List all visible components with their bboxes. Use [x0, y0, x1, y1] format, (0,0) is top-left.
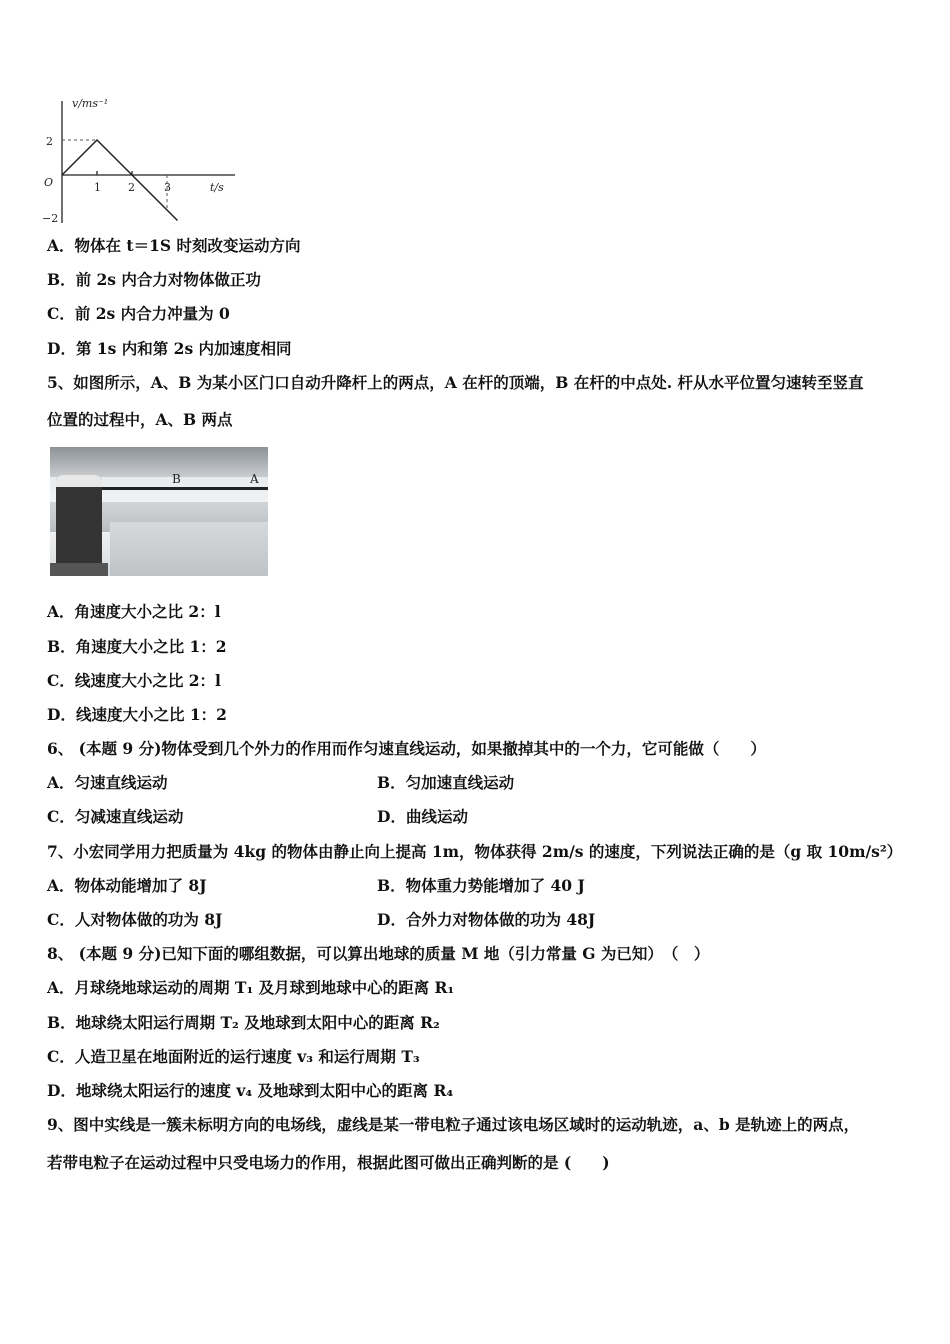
option-letter: A．: [47, 236, 75, 255]
barrier-gate-photo: [50, 447, 268, 576]
velocity-time-graph: [40, 95, 240, 230]
option-text: 曲线运动: [405, 807, 468, 826]
option-letter: B．: [377, 876, 406, 895]
option-letter: C．: [47, 1047, 75, 1066]
option-text: 线速度大小之比 1：2: [75, 705, 227, 724]
q7-option-a[interactable]: [47, 875, 207, 897]
option-letter: B．: [47, 270, 76, 289]
origin-label: O: [44, 176, 54, 189]
option-letter: C．: [47, 304, 75, 323]
q7-option-b[interactable]: [377, 875, 585, 897]
option-letter: A．: [47, 978, 75, 997]
option-letter: A．: [47, 773, 75, 792]
q5-option-d[interactable]: [47, 704, 227, 726]
option-text: 合外力对物体做的功为 48J: [405, 910, 596, 929]
option-text: 前 2s 内合力对物体做正功: [75, 270, 261, 289]
option-text: 匀加速直线运动: [405, 773, 515, 792]
gate-post: [56, 475, 102, 576]
q9-stem-line1: 9、图中实线是一簇未标明方向的电场线，虚线是某一带电粒子通过该电场区域时的运动轨迹，a、b 是轨迹上的两点，: [47, 1115, 860, 1134]
q8-option-a[interactable]: [47, 977, 454, 999]
gate-bar: [102, 487, 268, 490]
q4-option-d[interactable]: [47, 338, 292, 360]
q5-option-a[interactable]: [47, 601, 221, 623]
option-text: 物体重力势能增加了 40 J: [405, 876, 585, 895]
q6-option-a[interactable]: [47, 772, 168, 794]
q6-option-d[interactable]: [377, 806, 468, 828]
option-letter: D．: [377, 910, 406, 929]
q8-option-c[interactable]: [47, 1046, 420, 1068]
y-tick-neg2: −2: [42, 212, 59, 225]
photo-ceiling: [50, 447, 268, 477]
option-letter: C．: [47, 807, 75, 826]
option-text: 第 1s 内和第 2s 内加速度相同: [75, 339, 292, 358]
option-letter: A．: [47, 602, 75, 621]
option-text: 地球绕太阳运行的速度 v₄ 及地球到太阳中心的距离 R₄: [75, 1081, 454, 1100]
option-letter: C．: [47, 910, 75, 929]
q6-option-b[interactable]: [377, 772, 514, 794]
q7-option-c[interactable]: [47, 909, 222, 931]
option-letter: C．: [47, 671, 75, 690]
q8-stem: 8、 (本题 9 分)已知下面的哪组数据，可以算出地球的质量 M 地（引力常量 G 为已知） （ ）: [47, 944, 710, 963]
photo-label-a: A: [250, 472, 259, 486]
gate-post-base: [50, 563, 108, 576]
q8-option-b[interactable]: [47, 1012, 440, 1034]
q7-option-d[interactable]: [377, 909, 595, 931]
option-text: 地球绕太阳运行周期 T₂ 及地球到太阳中心的距离 R₂: [75, 1013, 440, 1032]
option-letter: D．: [47, 339, 76, 358]
option-text: 物体在 t＝1S 时刻改变运动方向: [74, 236, 301, 255]
option-text: 前 2s 内合力冲量为 0: [74, 304, 230, 323]
photo-road: [110, 522, 268, 576]
option-letter: D．: [377, 807, 406, 826]
option-letter: B．: [47, 1013, 76, 1032]
option-text: 物体动能增加了 8J: [74, 876, 207, 895]
option-text: 角速度大小之比 2：l: [74, 602, 221, 621]
option-letter: B．: [377, 773, 406, 792]
x-axis-label: t/s: [210, 181, 224, 194]
gate-post-top: [56, 475, 102, 487]
option-text: 匀速直线运动: [74, 773, 168, 792]
q7-stem: 7、小宏同学用力把质量为 4kg 的物体由静止向上提高 1m，物体获得 2m/s 的速度，下列说法正确的是（g 取 10m/s²）: [47, 842, 903, 861]
x-tick-2: 2: [128, 181, 135, 194]
option-letter: A．: [47, 876, 75, 895]
option-letter: B．: [47, 637, 76, 656]
photo-label-b: B: [172, 472, 181, 486]
option-text: 月球绕地球运动的周期 T₁ 及月球到地球中心的距离 R₁: [74, 978, 455, 997]
option-text: 人对物体做的功为 8J: [74, 910, 223, 929]
velocity-line: [62, 140, 178, 221]
x-tick-3: 3: [164, 181, 171, 194]
option-text: 人造卫星在地面附近的运行速度 v₃ 和运行周期 T₃: [74, 1047, 420, 1066]
y-tick-2: 2: [46, 135, 53, 148]
q6-option-c[interactable]: [47, 806, 183, 828]
q4-option-b[interactable]: [47, 269, 261, 291]
q6-stem: 6、 (本题 9 分)物体受到几个外力的作用而作匀速直线运动，如果撤掉其中的一个力，它可能做（ ）: [47, 739, 766, 758]
option-text: 匀减速直线运动: [74, 807, 184, 826]
option-text: 线速度大小之比 2：l: [74, 671, 221, 690]
q8-option-d[interactable]: [47, 1080, 453, 1102]
option-text: 角速度大小之比 1：2: [75, 637, 227, 656]
q5-stem-line1: 5、如图所示，A、B 为某小区门口自动升降杆上的两点，A 在杆的顶端，B 在杆的中点处. 杆从水平位置匀速转至竖直: [47, 373, 864, 392]
y-axis-label: v/ms⁻¹: [72, 97, 109, 110]
q5-stem-line2: 位置的过程中，A、B 两点: [47, 410, 233, 429]
q5-option-c[interactable]: [47, 670, 221, 692]
option-letter: D．: [47, 705, 76, 724]
option-letter: D．: [47, 1081, 76, 1100]
q5-option-b[interactable]: [47, 636, 227, 658]
q4-option-c[interactable]: [47, 303, 230, 325]
q4-option-a[interactable]: [47, 235, 300, 257]
x-tick-1: 1: [94, 181, 101, 194]
q9-stem-line2: 若带电粒子在运动过程中只受电场力的作用，根据此图可做出正确判断的是 ( ): [47, 1153, 610, 1172]
